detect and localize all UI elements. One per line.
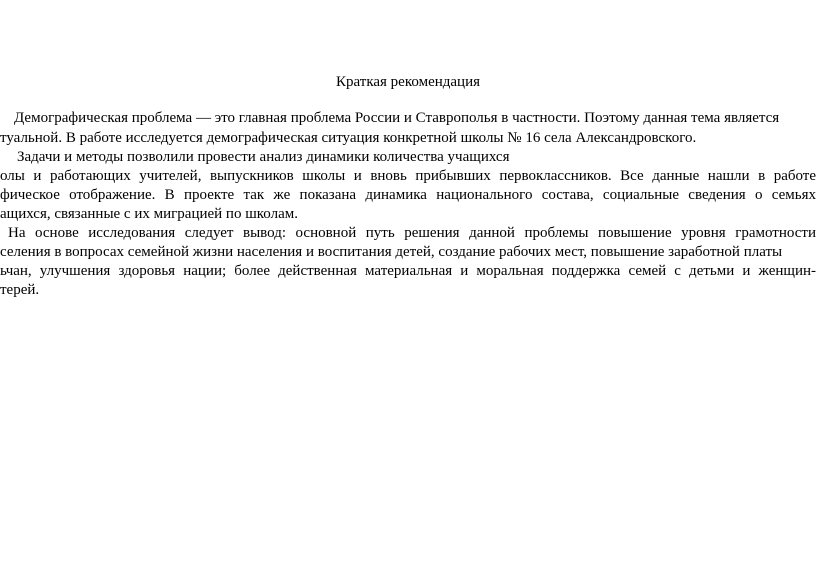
paragraph-1-line-1: Демографическая проблема — это главная проблема России и Ставрополья в частности. Поэтому данная тема является [14, 110, 780, 126]
paragraph-2-line-2: олы и работающих учителей, выпускников школы и вновь прибывших первоклассников. Все данные нашли в работе [0, 168, 816, 184]
paragraph-2-line-4: ащихся, связанные с их миграцией по школам. [0, 206, 298, 222]
paragraph-3-line-4: терей. [0, 282, 40, 298]
paragraph-3-line-2: селения в вопросах семейной жизни населения и воспитания детей, создание рабочих мест, повышение заработной платы [0, 244, 783, 260]
paragraph-1-line-2: туальной. В работе исследуется демографическая ситуация конкретной школы № 16 села Александровского. [0, 130, 697, 146]
paragraph-2-line-3: фическое отображение. В проекте так же показана динамика национального состава, социальные сведения о семьях [0, 187, 816, 203]
paragraph-2-line-1: Задачи и методы позволили провести анализ динамики количества учащихся [17, 149, 510, 165]
paragraph-3-line-3: ьчан, улучшения здоровья нации; более действенная материальная и моральная поддержка семей с детьми и женщин- [0, 263, 816, 279]
paragraph-3-line-1: На основе исследования следует вывод: основной путь решения данной проблемы повышение уровня грамотности [8, 225, 816, 241]
document-title: Краткая рекомендация [335, 74, 481, 90]
